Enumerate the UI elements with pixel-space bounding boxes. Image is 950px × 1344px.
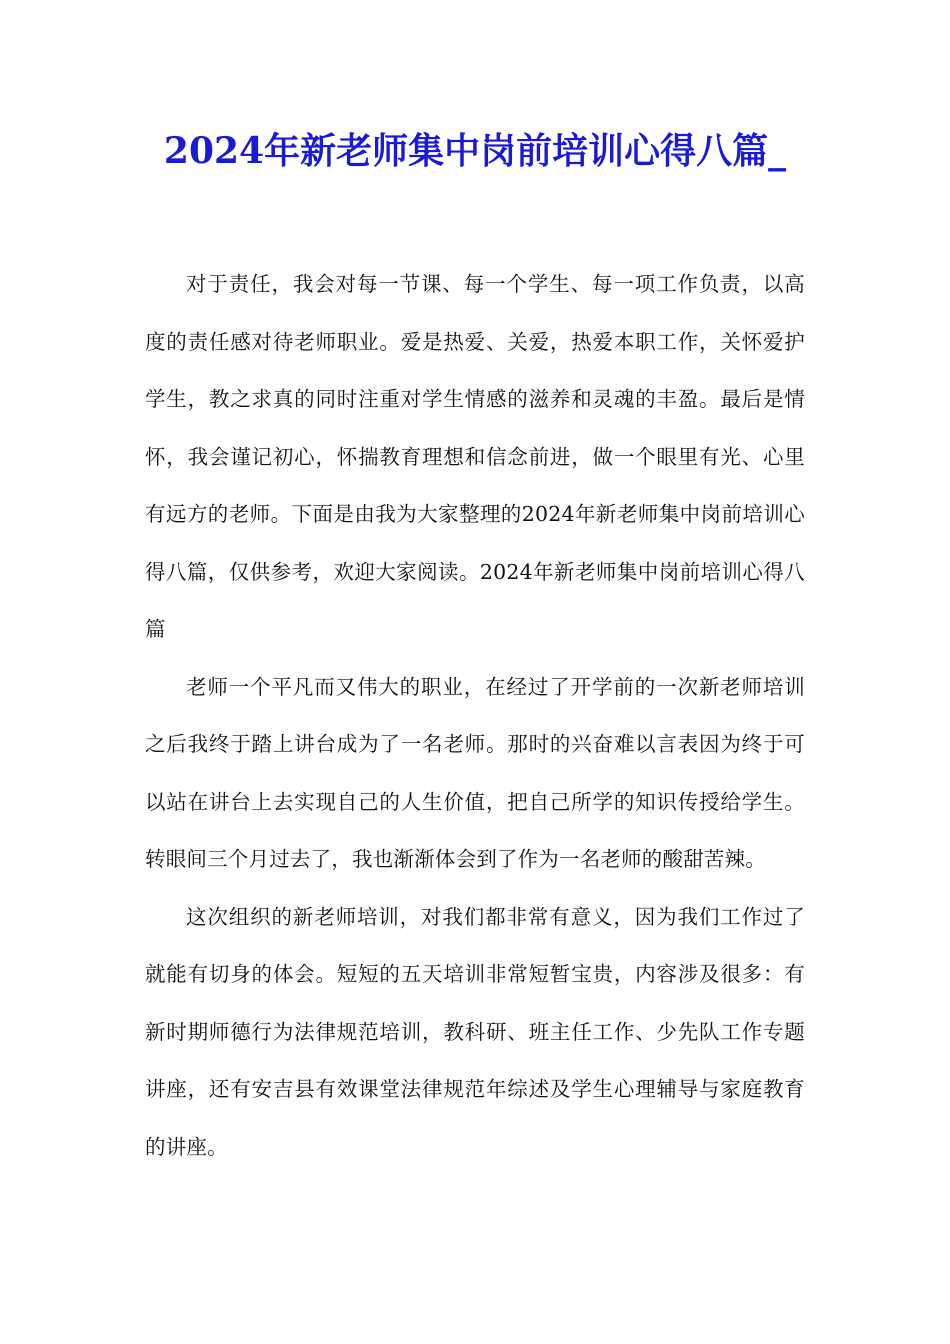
document-body — [145, 256, 805, 1176]
document-title: 2024年新老师集中岗前培训心得八篇_ — [163, 130, 787, 172]
paragraph-2: 老师一个平凡而又伟大的职业，在经过了开学前的一次新老师培训之后我终于踏上讲台成为了一名老师。那时的兴奋难以言表因为终于可以站在讲台上去实现自己的人生价值，把自己所学的知识传授给学生。转眼间三个月过去了，我也渐渐体会到了作为一名老师的酸甜苦辣。 — [145, 674, 805, 871]
paragraph-1: 对于责任，我会对每一节课、每一个学生、每一项工作负责，以高度的责任感对待老师职业。爱是热爱、关爱，热爱本职工作，关怀爱护学生，教之求真的同时注重对学生情感的滋养和灵魂的丰盈。最后是情怀，我会谨记初心，怀揣教育理想和信念前进，做一个眼里有光、心里有远方的老师。下面是由我为大家整理的2024年新老师集中岗前培训心得八篇，仅供参考，欢迎大家阅读。2024年新老师集中岗前培训心得八篇 — [145, 272, 805, 641]
paragraph-3: 这次组织的新老师培训，对我们都非常有意义，因为我们工作过了就能有切身的体会。短短的五天培训非常短暂宝贵，内容涉及很多：有新时期师德行为法律规范培训，教科研、班主任工作、少先队工作专题讲座，还有安吉县有效课堂法律规范年综述及学生心理辅导与家庭教育的讲座。 — [145, 904, 805, 1159]
